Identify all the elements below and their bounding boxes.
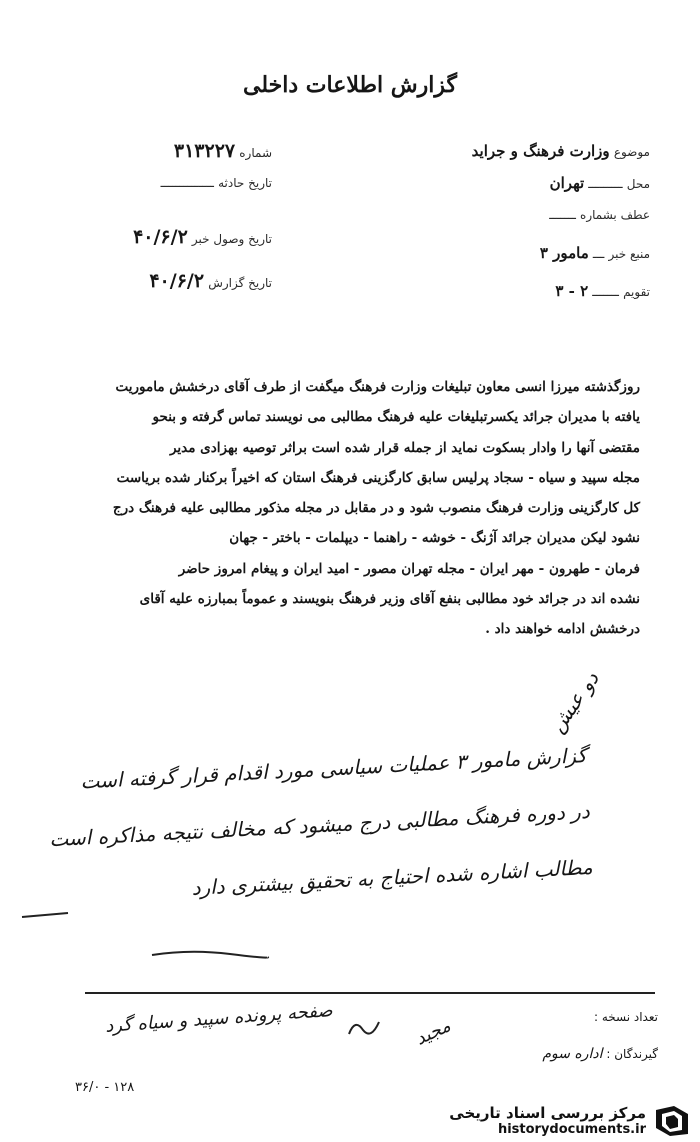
source-label: منبع خبر	[608, 247, 650, 261]
body-line: درخشش ادامه خواهند داد .	[485, 621, 640, 638]
rating-value: ۲ - ۳	[555, 282, 589, 300]
body-line: یافته با مدیران جرائد یکسرتبلیغات علیه فرهنگ مطالبی می نویسند تماس گرفته و بنحو	[152, 409, 640, 426]
report-body	[72, 372, 640, 645]
source-row: منبع خبر ـــ مامور ۳	[539, 244, 650, 262]
body-line: نشود لیکن مدیران جرائد آژنگ - خوشه - راهنما - دیپلمات - باختر - جهان	[229, 530, 640, 547]
document-title: گزارش اطلاعات داخلی	[243, 72, 457, 98]
handwritten-dash	[20, 905, 70, 925]
number-row	[174, 140, 272, 162]
initials-mark	[345, 1012, 385, 1042]
place-row: محل ـــــــــ تهران	[549, 174, 650, 192]
copies-label: تعداد نسخه	[601, 1010, 658, 1024]
watermark-title: مرکز بررسی اسناد تاریخی	[449, 1104, 646, 1122]
event-date-label: تاریخ حادثه	[218, 176, 272, 190]
subject-label: موضوع	[613, 145, 650, 159]
archive-logo-icon	[652, 1104, 692, 1138]
handwritten-line: مطالب اشاره شده احتیاج به تحقیق بیشتری دارد	[190, 854, 594, 900]
place-label: محل	[626, 177, 650, 191]
report-date-value: ۴۰/۶/۲	[149, 270, 205, 292]
body-line: کل کارگزینی وزارت فرهنگ منصوب شود و در مقابل در مجله مذکور مطالبی علیه فرهنگ درج	[112, 500, 640, 517]
document-code: ۱۲۸ - ۳۶/۰	[75, 1080, 135, 1095]
recipients-value: اداره سوم	[542, 1046, 603, 1062]
handwritten-corner-note: دو عیش	[544, 667, 604, 737]
rating-row: تقویم ـــــــ ۲ - ۳	[555, 282, 650, 300]
ref-label: عطف بشماره	[580, 208, 650, 222]
report-date-row	[149, 270, 272, 292]
receipt-date-value: ۴۰/۶/۲	[133, 226, 188, 248]
archive-watermark	[412, 1100, 700, 1142]
rating-label: تقویم	[623, 285, 650, 299]
body-line: روزگذشته میرزا انسی معاون تبلیغات وزارت فرهنگ میگفت از طرف آقای درخشش ماموریت	[115, 379, 640, 395]
copies-row: تعداد نسخه :	[593, 1010, 658, 1024]
body-line: مقتضی آنها را وادار بسکوت نماید از جمله قرار شده است براثر توصیه بهزادی مدیر	[169, 439, 640, 456]
handwritten-signature: مجید	[412, 1015, 454, 1050]
receipt-date-row	[133, 226, 272, 248]
footer-divider	[85, 992, 655, 994]
body-line: مجله سپید و سیاه - سجاد پرلیس سابق کارگزینی فرهنگ استان که اخیراً برکنار شده بریاست	[116, 469, 640, 486]
watermark-url: historydocuments.ir	[497, 1122, 646, 1137]
receipt-date-label: تاریخ وصول خبر	[191, 232, 272, 246]
body-line: نشده اند در جرائد خود مطالبی بنفع آقای وزیر فرهنگ بنویسند و عموماً بمبارزه علیه آقای	[139, 591, 640, 608]
place-value: تهران	[549, 174, 585, 192]
event-date-row: تاریخ حادثه ــــــــــــــ	[160, 176, 272, 191]
handwritten-line: گزارش مامور ۳ عملیات سیاسی مورد اقدام قرار گرفته است	[79, 743, 588, 794]
subject-row	[472, 142, 650, 160]
body-line: فرمان - طهرون - مهر ایران - مجله تهران مصور - امید ایران و پیغام امروز حاضر	[178, 560, 640, 577]
report-date-label: تاریخ گزارش	[208, 276, 272, 290]
subject-value: وزارت فرهنگ و جراید	[471, 142, 610, 160]
number-value: ۳۱۳۲۲۷	[173, 140, 236, 162]
handwritten-file-note: صفحه پرونده سپید و سیاه گرد	[104, 1000, 334, 1037]
number-label: شماره	[239, 146, 272, 160]
handwritten-underline	[150, 945, 270, 965]
handwritten-line: در دوره فرهنگ مطالبی درج میشود که مخالف نتیجه مذاکره است	[48, 798, 591, 852]
recipients-row: گیرندگان : اداره سوم	[542, 1046, 658, 1062]
recipients-label: گیرندگان	[614, 1047, 658, 1061]
ref-row: عطف بشماره ـــــــ	[549, 208, 650, 223]
handwritten-note	[11, 727, 594, 925]
source-value: مامور ۳	[539, 244, 589, 262]
